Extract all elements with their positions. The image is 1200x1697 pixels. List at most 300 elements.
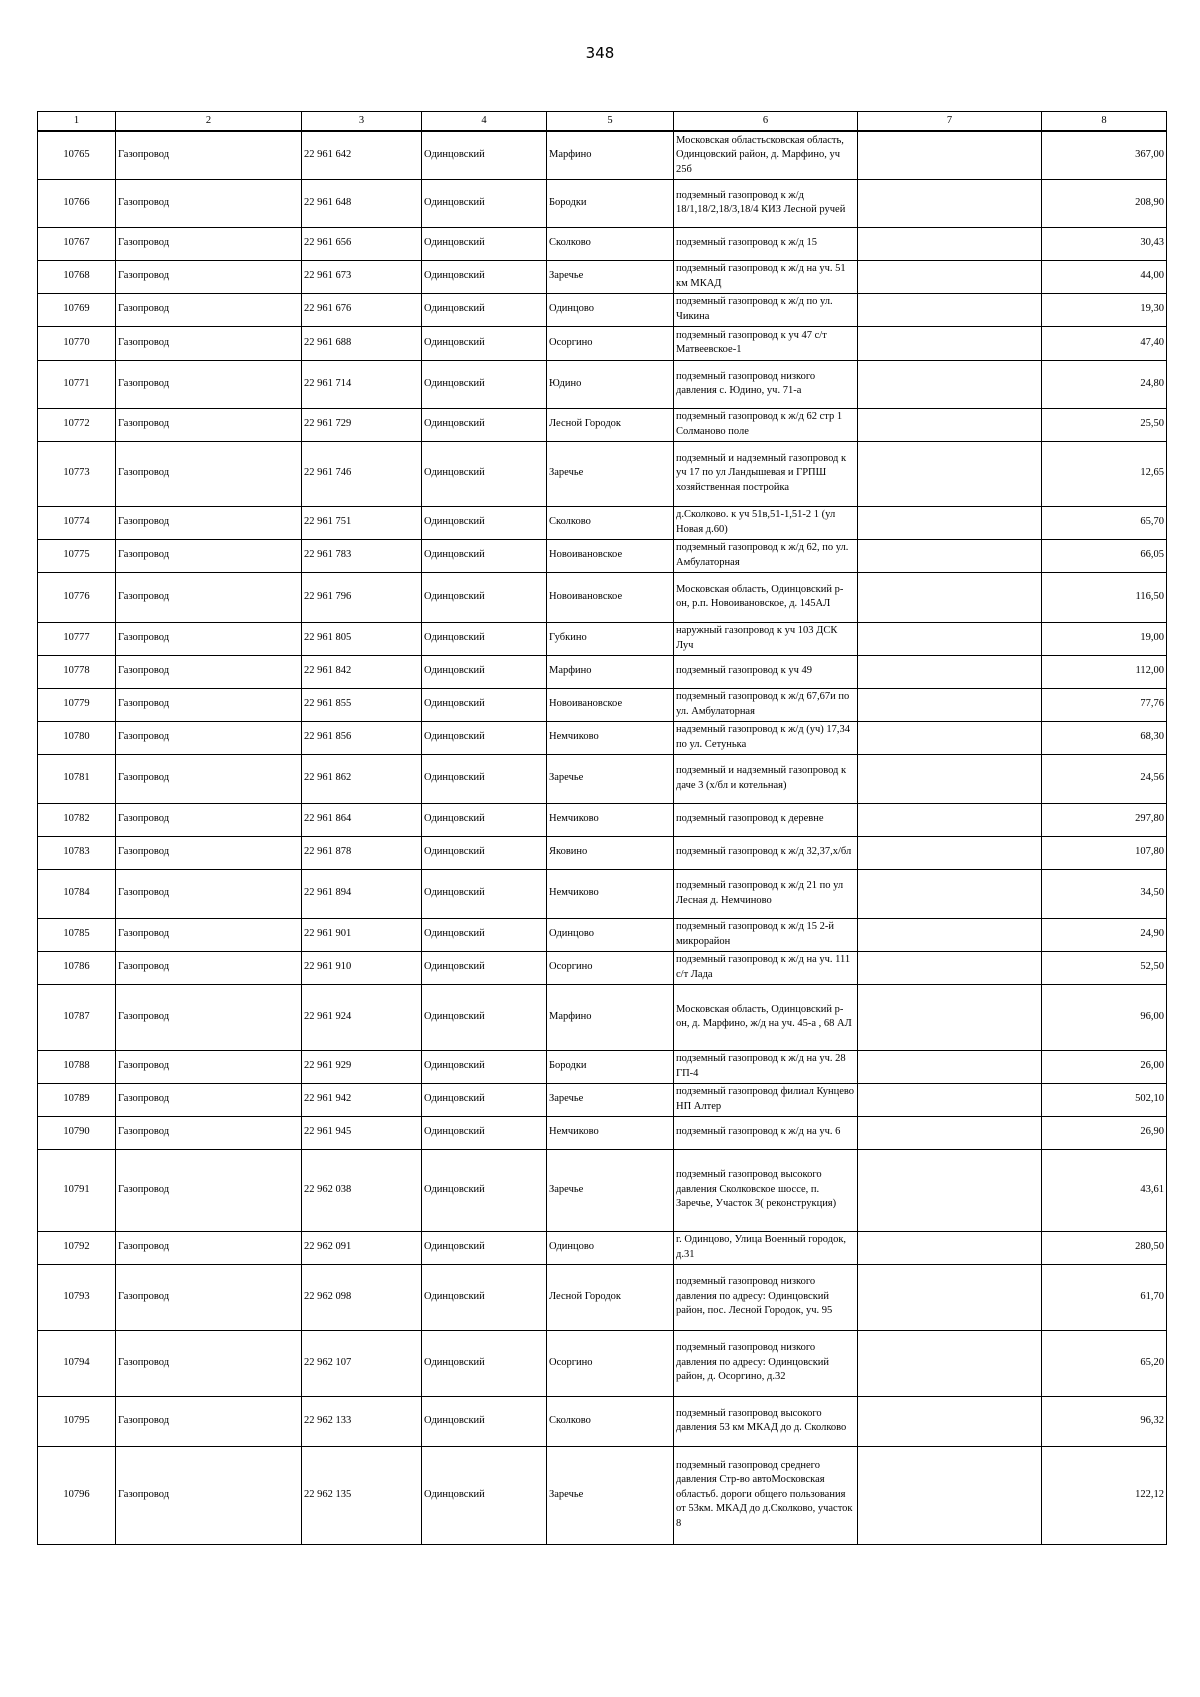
cell-value: 30,43 bbox=[1042, 227, 1167, 260]
cell-col7 bbox=[858, 179, 1042, 227]
table-row bbox=[38, 1330, 1167, 1396]
cell-value: 12,65 bbox=[1042, 441, 1167, 506]
page-number: 348 bbox=[585, 44, 615, 62]
cell-code: 22 961 796 bbox=[302, 572, 422, 622]
cell-code: 22 961 805 bbox=[302, 622, 422, 655]
cell-value: 34,50 bbox=[1042, 869, 1167, 918]
cell-col7 bbox=[858, 803, 1042, 836]
table-row bbox=[38, 1116, 1167, 1149]
cell-col7 bbox=[858, 1264, 1042, 1330]
column-header: 4 bbox=[422, 112, 547, 132]
cell-value: 208,90 bbox=[1042, 179, 1167, 227]
cell-description: подземный газопровод к ж/д на уч. 111 с/т Лада bbox=[674, 951, 858, 984]
cell-description: подземный газопровод высокого давления Сколковское шоссе, п. Заречье, Участок 3( реконструкция) bbox=[674, 1149, 858, 1231]
cell-description: д.Сколково. к уч 51в,51-1,51-2 1 (ул Новая д.60) bbox=[674, 506, 858, 539]
cell-type: Газопровод bbox=[116, 293, 302, 326]
registry-table bbox=[37, 111, 1167, 1545]
cell-value: 52,50 bbox=[1042, 951, 1167, 984]
cell-description: подземный газопровод низкого давления по адресу: Одинцовский район, пос. Лесной Городок, уч. 95 bbox=[674, 1264, 858, 1330]
cell-code: 22 962 107 bbox=[302, 1330, 422, 1396]
cell-number: 10775 bbox=[38, 539, 116, 572]
column-header: 3 bbox=[302, 112, 422, 132]
cell-col7 bbox=[858, 260, 1042, 293]
cell-col7 bbox=[858, 622, 1042, 655]
cell-code: 22 961 842 bbox=[302, 655, 422, 688]
cell-code: 22 961 855 bbox=[302, 688, 422, 721]
cell-type: Газопровод bbox=[116, 572, 302, 622]
cell-value: 24,56 bbox=[1042, 754, 1167, 803]
cell-type: Газопровод bbox=[116, 131, 302, 179]
cell-district: Одинцовский bbox=[422, 951, 547, 984]
cell-col7 bbox=[858, 1396, 1042, 1446]
cell-settlement: Яковино bbox=[547, 836, 674, 869]
cell-col7 bbox=[858, 1116, 1042, 1149]
cell-type: Газопровод bbox=[116, 1396, 302, 1446]
cell-settlement: Сколково bbox=[547, 1396, 674, 1446]
cell-district: Одинцовский bbox=[422, 260, 547, 293]
cell-code: 22 961 894 bbox=[302, 869, 422, 918]
cell-description: подземный газопровод к ж/д по ул. Чикина bbox=[674, 293, 858, 326]
cell-district: Одинцовский bbox=[422, 1446, 547, 1544]
cell-number: 10770 bbox=[38, 326, 116, 360]
cell-code: 22 961 864 bbox=[302, 803, 422, 836]
cell-settlement: Новоивановское bbox=[547, 539, 674, 572]
cell-description: подземный газопровод к ж/д 62 стр 1 Солманово поле bbox=[674, 408, 858, 441]
cell-type: Газопровод bbox=[116, 179, 302, 227]
cell-col7 bbox=[858, 1446, 1042, 1544]
cell-number: 10771 bbox=[38, 360, 116, 408]
cell-number: 10790 bbox=[38, 1116, 116, 1149]
cell-col7 bbox=[858, 836, 1042, 869]
cell-settlement: Заречье bbox=[547, 441, 674, 506]
cell-settlement: Заречье bbox=[547, 1149, 674, 1231]
cell-settlement: Бородки bbox=[547, 1050, 674, 1083]
cell-type: Газопровод bbox=[116, 326, 302, 360]
cell-settlement: Лесной Городок bbox=[547, 1264, 674, 1330]
cell-code: 22 961 751 bbox=[302, 506, 422, 539]
cell-settlement: Заречье bbox=[547, 260, 674, 293]
cell-number: 10793 bbox=[38, 1264, 116, 1330]
table-row bbox=[38, 572, 1167, 622]
cell-settlement: Осоргино bbox=[547, 1330, 674, 1396]
cell-district: Одинцовский bbox=[422, 622, 547, 655]
cell-code: 22 961 714 bbox=[302, 360, 422, 408]
cell-type: Газопровод bbox=[116, 539, 302, 572]
cell-description: подземный газопровод к уч 47 с/т Матвеевское-1 bbox=[674, 326, 858, 360]
cell-district: Одинцовский bbox=[422, 179, 547, 227]
cell-type: Газопровод bbox=[116, 655, 302, 688]
column-header: 6 bbox=[674, 112, 858, 132]
cell-description: подземный газопровод к ж/д 32,37,х/бл bbox=[674, 836, 858, 869]
cell-type: Газопровод bbox=[116, 951, 302, 984]
cell-district: Одинцовский bbox=[422, 754, 547, 803]
cell-district: Одинцовский bbox=[422, 506, 547, 539]
cell-value: 65,20 bbox=[1042, 1330, 1167, 1396]
cell-type: Газопровод bbox=[116, 836, 302, 869]
table-row bbox=[38, 1446, 1167, 1544]
cell-code: 22 961 910 bbox=[302, 951, 422, 984]
cell-number: 10796 bbox=[38, 1446, 116, 1544]
cell-number: 10766 bbox=[38, 179, 116, 227]
cell-col7 bbox=[858, 227, 1042, 260]
cell-col7 bbox=[858, 1231, 1042, 1264]
cell-value: 77,76 bbox=[1042, 688, 1167, 721]
table-row bbox=[38, 951, 1167, 984]
cell-value: 116,50 bbox=[1042, 572, 1167, 622]
cell-col7 bbox=[858, 869, 1042, 918]
cell-value: 96,32 bbox=[1042, 1396, 1167, 1446]
cell-col7 bbox=[858, 1083, 1042, 1116]
cell-code: 22 962 038 bbox=[302, 1149, 422, 1231]
cell-type: Газопровод bbox=[116, 869, 302, 918]
cell-type: Газопровод bbox=[116, 918, 302, 951]
cell-code: 22 961 878 bbox=[302, 836, 422, 869]
cell-number: 10789 bbox=[38, 1083, 116, 1116]
cell-value: 297,80 bbox=[1042, 803, 1167, 836]
column-header: 2 bbox=[116, 112, 302, 132]
cell-code: 22 961 945 bbox=[302, 1116, 422, 1149]
cell-value: 65,70 bbox=[1042, 506, 1167, 539]
cell-district: Одинцовский bbox=[422, 293, 547, 326]
cell-code: 22 962 098 bbox=[302, 1264, 422, 1330]
table-row bbox=[38, 326, 1167, 360]
cell-district: Одинцовский bbox=[422, 131, 547, 179]
cell-code: 22 961 656 bbox=[302, 227, 422, 260]
cell-value: 24,80 bbox=[1042, 360, 1167, 408]
cell-type: Газопровод bbox=[116, 1231, 302, 1264]
table-row bbox=[38, 655, 1167, 688]
cell-settlement: Бородки bbox=[547, 179, 674, 227]
cell-number: 10779 bbox=[38, 688, 116, 721]
cell-type: Газопровод bbox=[116, 721, 302, 754]
cell-description: Московская область, Одинцовский р-он, д. Марфино, ж/д на уч. 45-а , 68 АЛ bbox=[674, 984, 858, 1050]
cell-col7 bbox=[858, 441, 1042, 506]
cell-col7 bbox=[858, 951, 1042, 984]
cell-value: 25,50 bbox=[1042, 408, 1167, 441]
column-header: 1 bbox=[38, 112, 116, 132]
cell-settlement: Одинцово bbox=[547, 293, 674, 326]
cell-col7 bbox=[858, 688, 1042, 721]
cell-description: подземный и надземный газопровод к уч 17 по ул Ландышевая и ГРПШ хозяйственная постройка bbox=[674, 441, 858, 506]
cell-description: г. Одинцово, Улица Военный городок, д.31 bbox=[674, 1231, 858, 1264]
cell-value: 26,90 bbox=[1042, 1116, 1167, 1149]
cell-code: 22 961 676 bbox=[302, 293, 422, 326]
cell-type: Газопровод bbox=[116, 1083, 302, 1116]
cell-settlement: Осоргино bbox=[547, 951, 674, 984]
cell-type: Газопровод bbox=[116, 227, 302, 260]
cell-code: 22 961 648 bbox=[302, 179, 422, 227]
cell-number: 10792 bbox=[38, 1231, 116, 1264]
cell-col7 bbox=[858, 754, 1042, 803]
cell-type: Газопровод bbox=[116, 688, 302, 721]
cell-description: подземный газопровод к уч 49 bbox=[674, 655, 858, 688]
cell-settlement: Марфино bbox=[547, 655, 674, 688]
cell-type: Газопровод bbox=[116, 1116, 302, 1149]
cell-number: 10784 bbox=[38, 869, 116, 918]
cell-col7 bbox=[858, 1149, 1042, 1231]
cell-code: 22 962 091 bbox=[302, 1231, 422, 1264]
table-header-row bbox=[38, 112, 1167, 132]
cell-description: подземный газопровод низкого давления по адресу: Одинцовский район, д. Осоргино, д.32 bbox=[674, 1330, 858, 1396]
cell-value: 19,30 bbox=[1042, 293, 1167, 326]
cell-value: 367,00 bbox=[1042, 131, 1167, 179]
table-row bbox=[38, 803, 1167, 836]
cell-description: подземный газопровод к ж/д 15 2-й микрорайон bbox=[674, 918, 858, 951]
cell-description: подземный газопровод низкого давления с. Юдино, уч. 71-а bbox=[674, 360, 858, 408]
cell-description: подземный газопровод к ж/д на уч. 28 ГП-4 bbox=[674, 1050, 858, 1083]
cell-code: 22 961 862 bbox=[302, 754, 422, 803]
cell-value: 61,70 bbox=[1042, 1264, 1167, 1330]
table-row bbox=[38, 408, 1167, 441]
cell-number: 10782 bbox=[38, 803, 116, 836]
cell-col7 bbox=[858, 984, 1042, 1050]
cell-code: 22 961 729 bbox=[302, 408, 422, 441]
cell-code: 22 961 856 bbox=[302, 721, 422, 754]
cell-col7 bbox=[858, 293, 1042, 326]
cell-col7 bbox=[858, 721, 1042, 754]
table-row bbox=[38, 754, 1167, 803]
table-row bbox=[38, 688, 1167, 721]
cell-description: подземный газопровод к ж/д 18/1,18/2,18/3,18/4 КИЗ Лесной ручей bbox=[674, 179, 858, 227]
cell-number: 10769 bbox=[38, 293, 116, 326]
table-row bbox=[38, 984, 1167, 1050]
cell-description: надземный газопровод к ж/д (уч) 17,34 по ул. Сетунька bbox=[674, 721, 858, 754]
cell-code: 22 961 642 bbox=[302, 131, 422, 179]
table-row bbox=[38, 1396, 1167, 1446]
cell-district: Одинцовский bbox=[422, 1083, 547, 1116]
cell-type: Газопровод bbox=[116, 1050, 302, 1083]
cell-description: подземный газопровод к ж/д 62, по ул. Амбулаторная bbox=[674, 539, 858, 572]
cell-type: Газопровод bbox=[116, 1446, 302, 1544]
cell-number: 10787 bbox=[38, 984, 116, 1050]
table-row bbox=[38, 1264, 1167, 1330]
cell-code: 22 961 942 bbox=[302, 1083, 422, 1116]
table-row bbox=[38, 539, 1167, 572]
cell-settlement: Новоивановское bbox=[547, 688, 674, 721]
cell-type: Газопровод bbox=[116, 360, 302, 408]
table-row bbox=[38, 293, 1167, 326]
cell-number: 10795 bbox=[38, 1396, 116, 1446]
cell-number: 10768 bbox=[38, 260, 116, 293]
cell-value: 96,00 bbox=[1042, 984, 1167, 1050]
table-row bbox=[38, 622, 1167, 655]
cell-district: Одинцовский bbox=[422, 1116, 547, 1149]
cell-number: 10773 bbox=[38, 441, 116, 506]
cell-value: 66,05 bbox=[1042, 539, 1167, 572]
cell-code: 22 961 929 bbox=[302, 1050, 422, 1083]
cell-settlement: Сколково bbox=[547, 227, 674, 260]
table-row bbox=[38, 918, 1167, 951]
cell-number: 10778 bbox=[38, 655, 116, 688]
cell-settlement: Осоргино bbox=[547, 326, 674, 360]
cell-settlement: Одинцово bbox=[547, 918, 674, 951]
cell-number: 10765 bbox=[38, 131, 116, 179]
cell-value: 26,00 bbox=[1042, 1050, 1167, 1083]
cell-settlement: Юдино bbox=[547, 360, 674, 408]
cell-settlement: Сколково bbox=[547, 506, 674, 539]
table-row bbox=[38, 506, 1167, 539]
cell-number: 10780 bbox=[38, 721, 116, 754]
cell-district: Одинцовский bbox=[422, 836, 547, 869]
cell-settlement: Немчиково bbox=[547, 721, 674, 754]
cell-type: Газопровод bbox=[116, 408, 302, 441]
cell-col7 bbox=[858, 326, 1042, 360]
cell-district: Одинцовский bbox=[422, 1330, 547, 1396]
cell-number: 10788 bbox=[38, 1050, 116, 1083]
table-row bbox=[38, 1083, 1167, 1116]
cell-type: Газопровод bbox=[116, 622, 302, 655]
cell-settlement: Заречье bbox=[547, 1083, 674, 1116]
cell-district: Одинцовский bbox=[422, 1149, 547, 1231]
cell-type: Газопровод bbox=[116, 1264, 302, 1330]
cell-district: Одинцовский bbox=[422, 803, 547, 836]
cell-description: подземный газопровод среднего давления Стр-во автоМосковская областьб. дороги общего пользования от 53км. МКАД до д.Сколково, участок 8 bbox=[674, 1446, 858, 1544]
cell-district: Одинцовский bbox=[422, 1264, 547, 1330]
cell-col7 bbox=[858, 918, 1042, 951]
cell-settlement: Новоивановское bbox=[547, 572, 674, 622]
cell-description: наружный газопровод к уч 103 ДСК Луч bbox=[674, 622, 858, 655]
cell-value: 44,00 bbox=[1042, 260, 1167, 293]
cell-district: Одинцовский bbox=[422, 1050, 547, 1083]
cell-number: 10772 bbox=[38, 408, 116, 441]
cell-number: 10774 bbox=[38, 506, 116, 539]
cell-value: 24,90 bbox=[1042, 918, 1167, 951]
cell-number: 10777 bbox=[38, 622, 116, 655]
cell-description: подземный газопровод к ж/д 21 по ул Лесная д. Немчиново bbox=[674, 869, 858, 918]
table-row bbox=[38, 721, 1167, 754]
cell-district: Одинцовский bbox=[422, 572, 547, 622]
table-row bbox=[38, 360, 1167, 408]
cell-settlement: Немчиково bbox=[547, 1116, 674, 1149]
cell-district: Одинцовский bbox=[422, 655, 547, 688]
cell-district: Одинцовский bbox=[422, 721, 547, 754]
cell-settlement: Одинцово bbox=[547, 1231, 674, 1264]
cell-col7 bbox=[858, 506, 1042, 539]
cell-value: 107,80 bbox=[1042, 836, 1167, 869]
cell-col7 bbox=[858, 360, 1042, 408]
cell-description: подземный газопровод к ж/д на уч. 51 км МКАД bbox=[674, 260, 858, 293]
cell-type: Газопровод bbox=[116, 984, 302, 1050]
cell-district: Одинцовский bbox=[422, 441, 547, 506]
cell-number: 10783 bbox=[38, 836, 116, 869]
cell-code: 22 962 133 bbox=[302, 1396, 422, 1446]
table-row bbox=[38, 869, 1167, 918]
table-row bbox=[38, 1231, 1167, 1264]
cell-value: 47,40 bbox=[1042, 326, 1167, 360]
cell-type: Газопровод bbox=[116, 506, 302, 539]
cell-description: подземный газопровод высокого давления 53 км МКАД до д. Сколково bbox=[674, 1396, 858, 1446]
table-row bbox=[38, 227, 1167, 260]
cell-col7 bbox=[858, 408, 1042, 441]
cell-col7 bbox=[858, 1050, 1042, 1083]
cell-district: Одинцовский bbox=[422, 1396, 547, 1446]
cell-code: 22 961 783 bbox=[302, 539, 422, 572]
cell-district: Одинцовский bbox=[422, 869, 547, 918]
table-row bbox=[38, 1050, 1167, 1083]
cell-settlement: Марфино bbox=[547, 984, 674, 1050]
cell-settlement: Немчиково bbox=[547, 869, 674, 918]
table-row bbox=[38, 131, 1167, 179]
cell-code: 22 961 688 bbox=[302, 326, 422, 360]
cell-settlement: Заречье bbox=[547, 754, 674, 803]
cell-description: Московская область, Одинцовский р-он, р.п. Новоивановское, д. 145АЛ bbox=[674, 572, 858, 622]
cell-district: Одинцовский bbox=[422, 984, 547, 1050]
column-header: 5 bbox=[547, 112, 674, 132]
cell-type: Газопровод bbox=[116, 1330, 302, 1396]
cell-description: подземный газопровод к ж/д 67,67и по ул. Амбулаторная bbox=[674, 688, 858, 721]
cell-settlement: Заречье bbox=[547, 1446, 674, 1544]
cell-type: Газопровод bbox=[116, 754, 302, 803]
cell-district: Одинцовский bbox=[422, 539, 547, 572]
cell-number: 10785 bbox=[38, 918, 116, 951]
cell-number: 10791 bbox=[38, 1149, 116, 1231]
cell-value: 19,00 bbox=[1042, 622, 1167, 655]
cell-col7 bbox=[858, 539, 1042, 572]
cell-description: Московская областьсковская область, Одинцовский район, д. Марфино, уч 25б bbox=[674, 131, 858, 179]
cell-description: подземный газопровод к ж/д на уч. 6 bbox=[674, 1116, 858, 1149]
cell-value: 68,30 bbox=[1042, 721, 1167, 754]
cell-number: 10767 bbox=[38, 227, 116, 260]
column-header: 8 bbox=[1042, 112, 1167, 132]
table-row bbox=[38, 1149, 1167, 1231]
cell-code: 22 962 135 bbox=[302, 1446, 422, 1544]
cell-code: 22 961 924 bbox=[302, 984, 422, 1050]
cell-value: 502,10 bbox=[1042, 1083, 1167, 1116]
cell-number: 10786 bbox=[38, 951, 116, 984]
cell-type: Газопровод bbox=[116, 1149, 302, 1231]
cell-description: подземный газопровод филиал Кунцево НП Алтер bbox=[674, 1083, 858, 1116]
table-row bbox=[38, 441, 1167, 506]
cell-district: Одинцовский bbox=[422, 688, 547, 721]
cell-district: Одинцовский bbox=[422, 408, 547, 441]
cell-code: 22 961 673 bbox=[302, 260, 422, 293]
cell-col7 bbox=[858, 572, 1042, 622]
table-row bbox=[38, 836, 1167, 869]
cell-district: Одинцовский bbox=[422, 1231, 547, 1264]
cell-number: 10776 bbox=[38, 572, 116, 622]
cell-number: 10781 bbox=[38, 754, 116, 803]
cell-description: подземный газопровод к ж/д 15 bbox=[674, 227, 858, 260]
cell-code: 22 961 746 bbox=[302, 441, 422, 506]
cell-code: 22 961 901 bbox=[302, 918, 422, 951]
cell-col7 bbox=[858, 131, 1042, 179]
cell-type: Газопровод bbox=[116, 260, 302, 293]
cell-type: Газопровод bbox=[116, 803, 302, 836]
cell-value: 112,00 bbox=[1042, 655, 1167, 688]
cell-type: Газопровод bbox=[116, 441, 302, 506]
cell-value: 280,50 bbox=[1042, 1231, 1167, 1264]
cell-district: Одинцовский bbox=[422, 360, 547, 408]
table-row bbox=[38, 179, 1167, 227]
cell-settlement: Марфино bbox=[547, 131, 674, 179]
cell-number: 10794 bbox=[38, 1330, 116, 1396]
cell-district: Одинцовский bbox=[422, 227, 547, 260]
cell-settlement: Губкино bbox=[547, 622, 674, 655]
column-header: 7 bbox=[858, 112, 1042, 132]
cell-col7 bbox=[858, 1330, 1042, 1396]
cell-description: подземный и надземный газопровод к даче 3 (х/бл и котельная) bbox=[674, 754, 858, 803]
table-row bbox=[38, 260, 1167, 293]
cell-value: 122,12 bbox=[1042, 1446, 1167, 1544]
cell-settlement: Немчиково bbox=[547, 803, 674, 836]
cell-settlement: Лесной Городок bbox=[547, 408, 674, 441]
cell-district: Одинцовский bbox=[422, 326, 547, 360]
table-body bbox=[38, 131, 1167, 1544]
cell-description: подземный газопровод к деревне bbox=[674, 803, 858, 836]
cell-col7 bbox=[858, 655, 1042, 688]
cell-value: 43,61 bbox=[1042, 1149, 1167, 1231]
cell-district: Одинцовский bbox=[422, 918, 547, 951]
